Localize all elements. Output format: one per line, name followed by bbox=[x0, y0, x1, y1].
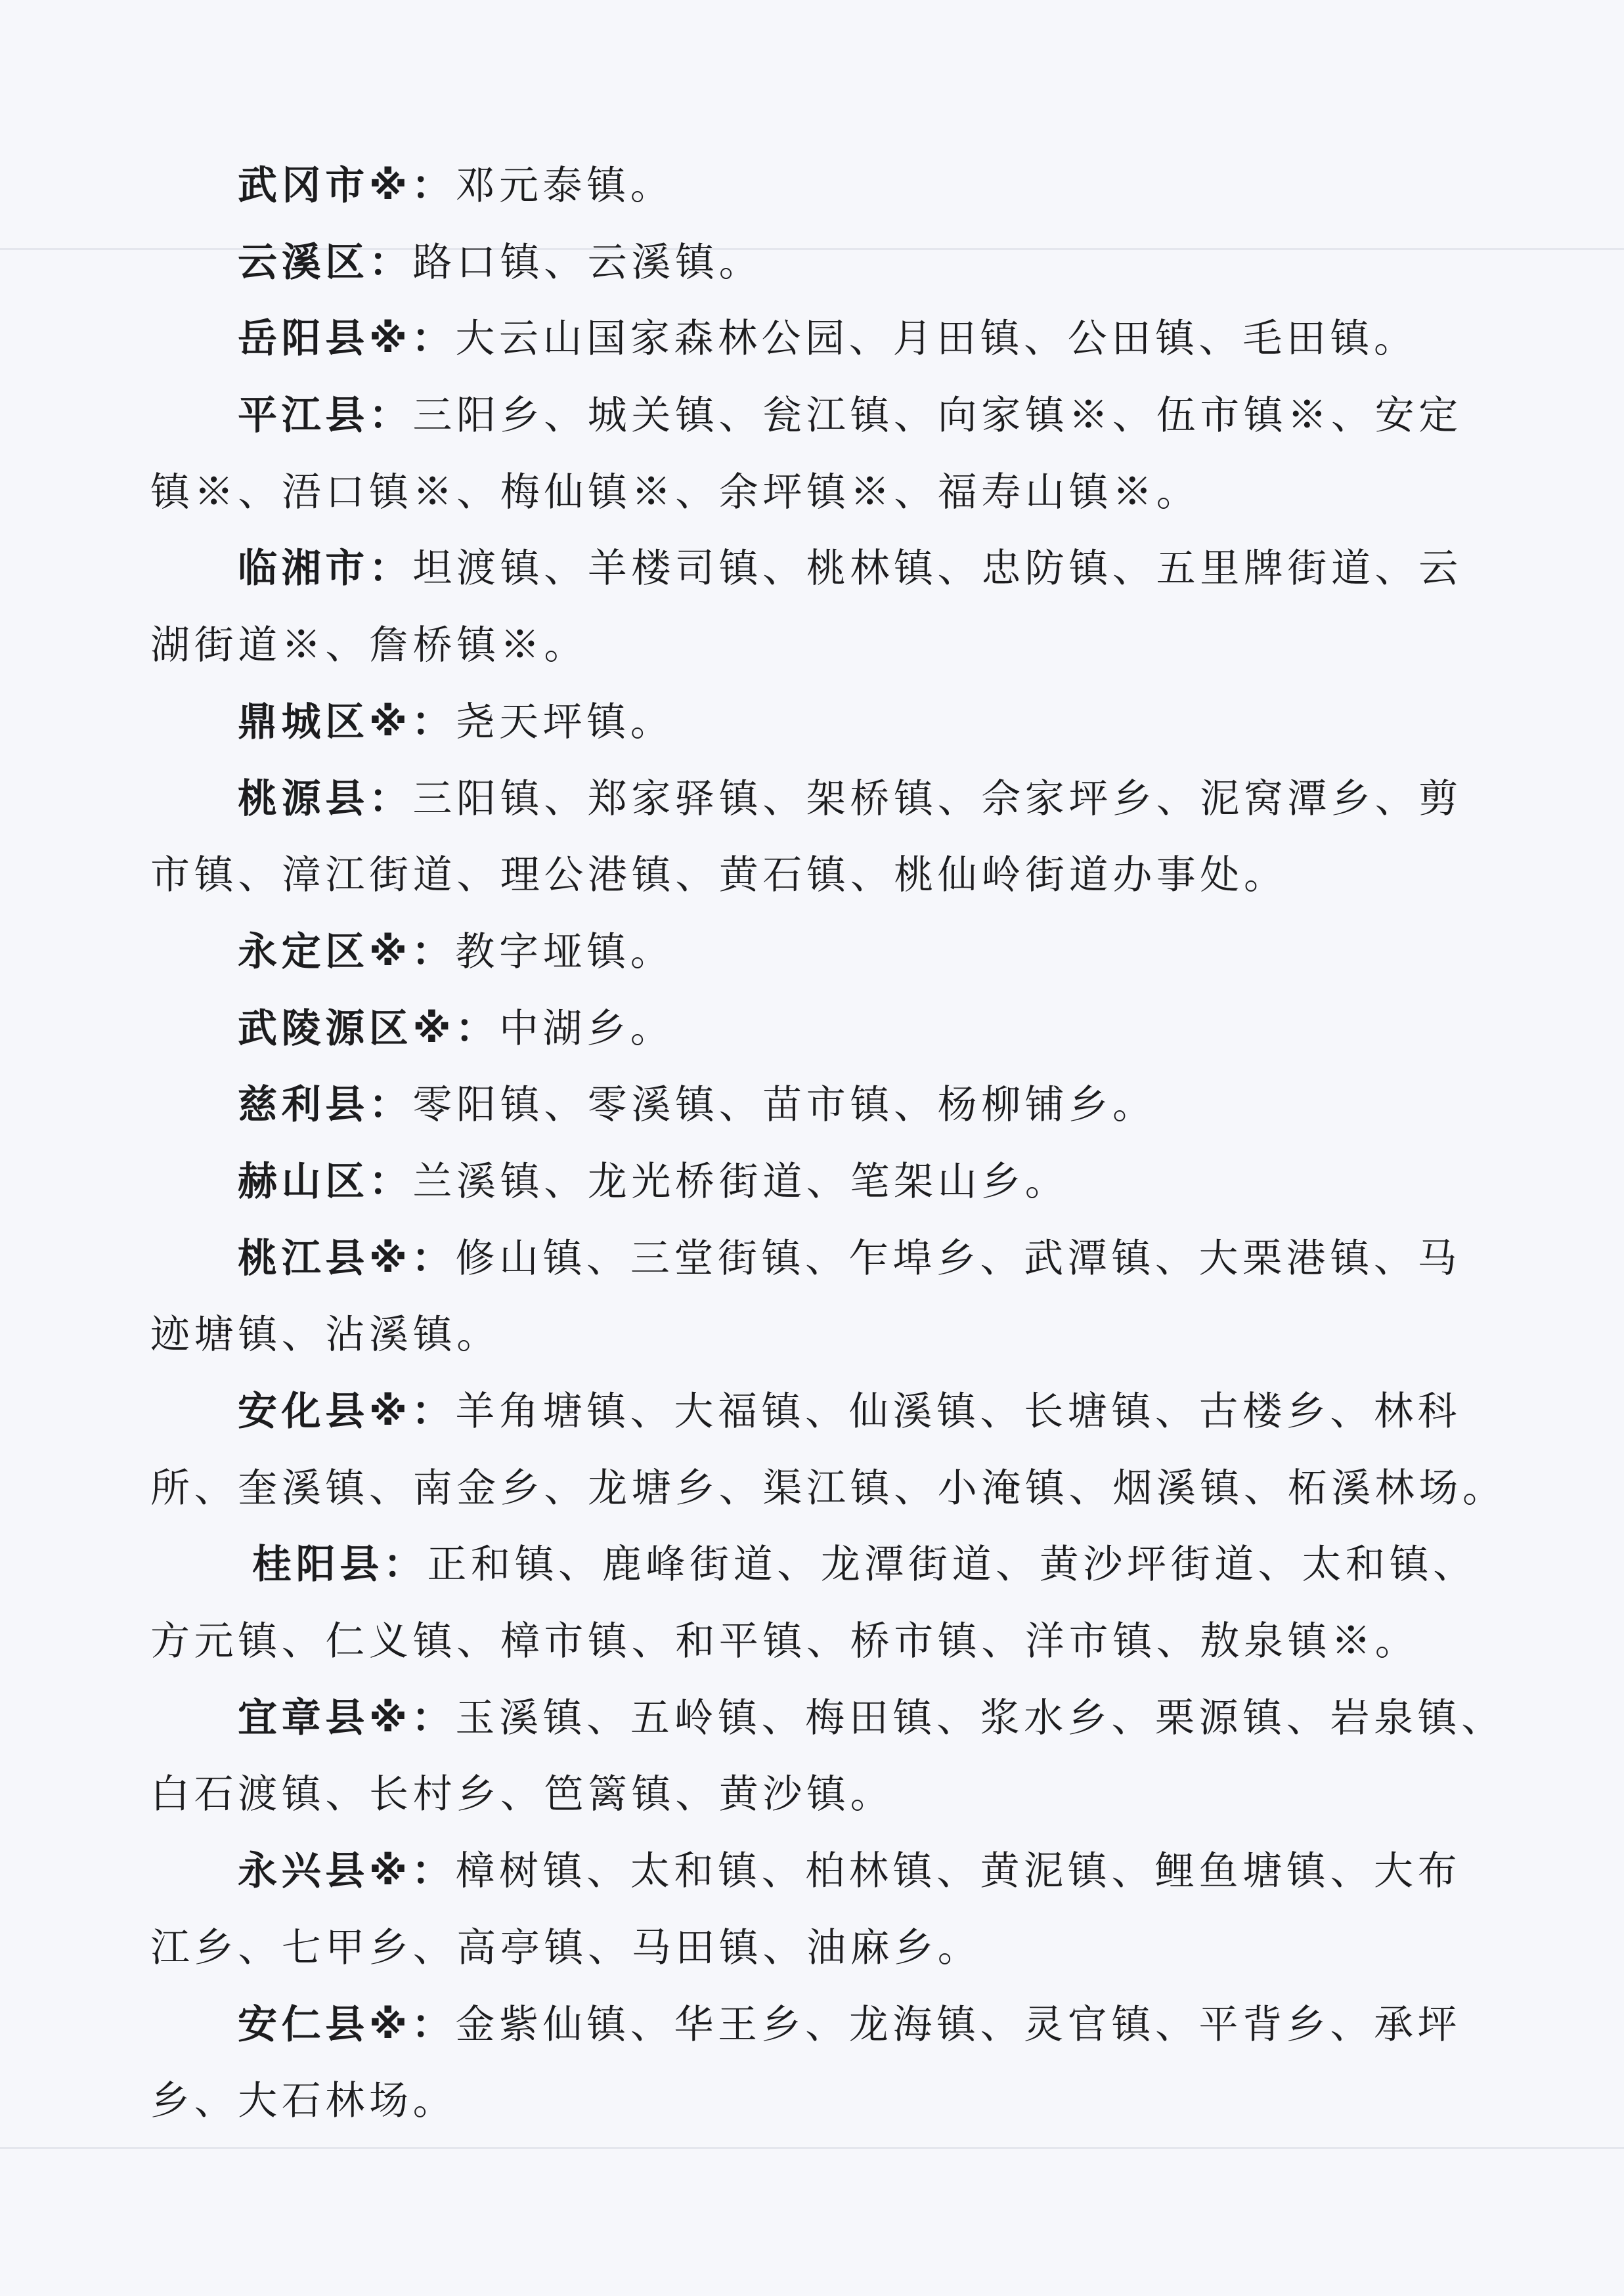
entry-text: 邓元泰镇。 bbox=[455, 163, 674, 209]
entry-line bbox=[150, 1987, 1556, 2064]
entry-wulingyuan bbox=[150, 991, 1556, 1068]
entry-heading: 赫山区： bbox=[238, 1158, 413, 1205]
entry-text: 尧天坪镇。 bbox=[455, 699, 674, 745]
entry-text: 羊角塘镇、大福镇、仙溪镇、长塘镇、古楼乡、林科 bbox=[455, 1389, 1462, 1435]
entry-cili bbox=[150, 1067, 1556, 1144]
entry-text-continued: 方元镇、仁义镇、樟市镇、和平镇、桥市镇、洋市镇、敖泉镇※。 bbox=[150, 1618, 1419, 1665]
entry-line bbox=[150, 301, 1556, 378]
entry-heading: 鼎城区※： bbox=[238, 699, 456, 745]
entry-text: 中湖乡。 bbox=[498, 1005, 674, 1052]
entry-text: 路口镇、云溪镇。 bbox=[412, 239, 763, 286]
entry-text-continued: 江乡、七甲乡、高亭镇、马田镇、油麻乡。 bbox=[150, 1924, 982, 1971]
entry-yongxing bbox=[150, 1833, 1556, 1986]
entry-heading: 云溪区： bbox=[238, 239, 413, 286]
entry-text: 三阳乡、城关镇、瓮江镇、向家镇※、伍市镇※、安定 bbox=[412, 393, 1462, 439]
entry-yongding bbox=[150, 914, 1556, 991]
entry-heading: 桂阳县： bbox=[252, 1542, 428, 1588]
entry-line bbox=[150, 1680, 1556, 1757]
entry-heading: 安化县※： bbox=[238, 1389, 456, 1435]
entry-dingcheng bbox=[150, 684, 1556, 761]
entry-text: 正和镇、鹿峰街道、龙潭街道、黄沙坪街道、太和镇、 bbox=[427, 1542, 1477, 1588]
entry-heading: 宜章县※： bbox=[238, 1695, 456, 1741]
entry-heading: 慈利县： bbox=[238, 1082, 413, 1129]
entry-heading: 临湘市： bbox=[238, 546, 413, 592]
entry-line bbox=[150, 1374, 1556, 1450]
entry-heading: 岳阳县※： bbox=[238, 316, 456, 362]
entry-text-continued: 湖街道※、詹桥镇※。 bbox=[150, 622, 588, 669]
entry-text: 大云山国家森林公园、月田镇、公田镇、毛田镇。 bbox=[455, 316, 1418, 362]
entry-heading: 永兴县※： bbox=[238, 1848, 456, 1895]
entry-heading: 桃江县※： bbox=[238, 1235, 456, 1282]
entry-text-continued: 迹塘镇、沾溪镇。 bbox=[150, 1312, 500, 1358]
entry-text: 坦渡镇、羊楼司镇、桃林镇、忠防镇、五里牌街道、云 bbox=[412, 546, 1462, 592]
entry-linxiang bbox=[150, 531, 1556, 683]
entry-taoyuan bbox=[150, 761, 1556, 914]
document-body bbox=[150, 148, 1556, 2140]
entry-heading: 安仁县※： bbox=[238, 2001, 456, 2048]
entry-anren bbox=[150, 1987, 1556, 2140]
entry-text: 兰溪镇、龙光桥街道、笔架山乡。 bbox=[412, 1158, 1069, 1205]
entry-heading: 武冈市※： bbox=[238, 163, 456, 209]
entry-text: 樟树镇、太和镇、柏林镇、黄泥镇、鲤鱼塘镇、大布 bbox=[455, 1848, 1462, 1895]
entry-heading: 武陵源区※： bbox=[238, 1005, 499, 1052]
entry-anhua bbox=[150, 1374, 1556, 1527]
entry-line bbox=[150, 1221, 1556, 1297]
entry-heshan bbox=[150, 1144, 1556, 1221]
entry-yunxi bbox=[150, 225, 1556, 301]
entry-text: 修山镇、三堂街镇、乍埠乡、武潭镇、大栗港镇、马 bbox=[455, 1235, 1462, 1282]
entry-text-continued: 乡、大石林场。 bbox=[150, 2078, 457, 2125]
entry-text: 金紫仙镇、华王乡、龙海镇、灵官镇、平背乡、承坪 bbox=[455, 2001, 1462, 2048]
entry-yizhang bbox=[150, 1680, 1556, 1833]
entry-text: 三阳镇、郑家驿镇、架桥镇、佘家坪乡、泥窝潭乡、剪 bbox=[412, 775, 1462, 822]
entry-line bbox=[150, 1067, 1556, 1144]
entry-heading: 平江县： bbox=[238, 393, 413, 439]
entry-line bbox=[150, 914, 1556, 991]
entry-wugang bbox=[150, 148, 1556, 225]
entry-text: 零阳镇、零溪镇、苗市镇、杨柳铺乡。 bbox=[412, 1082, 1156, 1129]
entry-text-continued: 市镇、漳江街道、理公港镇、黄石镇、桃仙岭街道办事处。 bbox=[150, 852, 1288, 899]
entry-line bbox=[150, 531, 1556, 607]
scan-artifact-line bbox=[0, 2147, 1624, 2149]
entry-pingjiang bbox=[150, 378, 1556, 531]
entry-line bbox=[150, 148, 1556, 225]
entry-text: 教字垭镇。 bbox=[455, 928, 674, 975]
entry-line bbox=[150, 1527, 1556, 1603]
entry-text-continued: 镇※、浯口镇※、梅仙镇※、余坪镇※、福寿山镇※。 bbox=[150, 469, 1200, 515]
entry-text: 玉溪镇、五岭镇、梅田镇、浆水乡、栗源镇、岩泉镇、 bbox=[455, 1695, 1505, 1741]
entry-text-continued: 白石渡镇、长村乡、笆篱镇、黄沙镇。 bbox=[150, 1771, 894, 1818]
entry-heading: 永定区※： bbox=[238, 928, 456, 975]
entry-line bbox=[150, 991, 1556, 1068]
entry-line bbox=[150, 1144, 1556, 1221]
entry-text-continued: 所、奎溪镇、南金乡、龙塘乡、渠江镇、小淹镇、烟溪镇、柘溪林场。 bbox=[150, 1465, 1506, 1511]
entry-heading: 桃源县： bbox=[238, 775, 413, 822]
entry-line bbox=[150, 684, 1556, 761]
entry-line bbox=[150, 225, 1556, 301]
entry-line bbox=[150, 761, 1556, 838]
entry-taojiang bbox=[150, 1221, 1556, 1374]
entry-yueyang bbox=[150, 301, 1556, 378]
entry-line bbox=[150, 1833, 1556, 1910]
entry-guiyang bbox=[150, 1527, 1556, 1679]
entry-line bbox=[150, 378, 1556, 454]
